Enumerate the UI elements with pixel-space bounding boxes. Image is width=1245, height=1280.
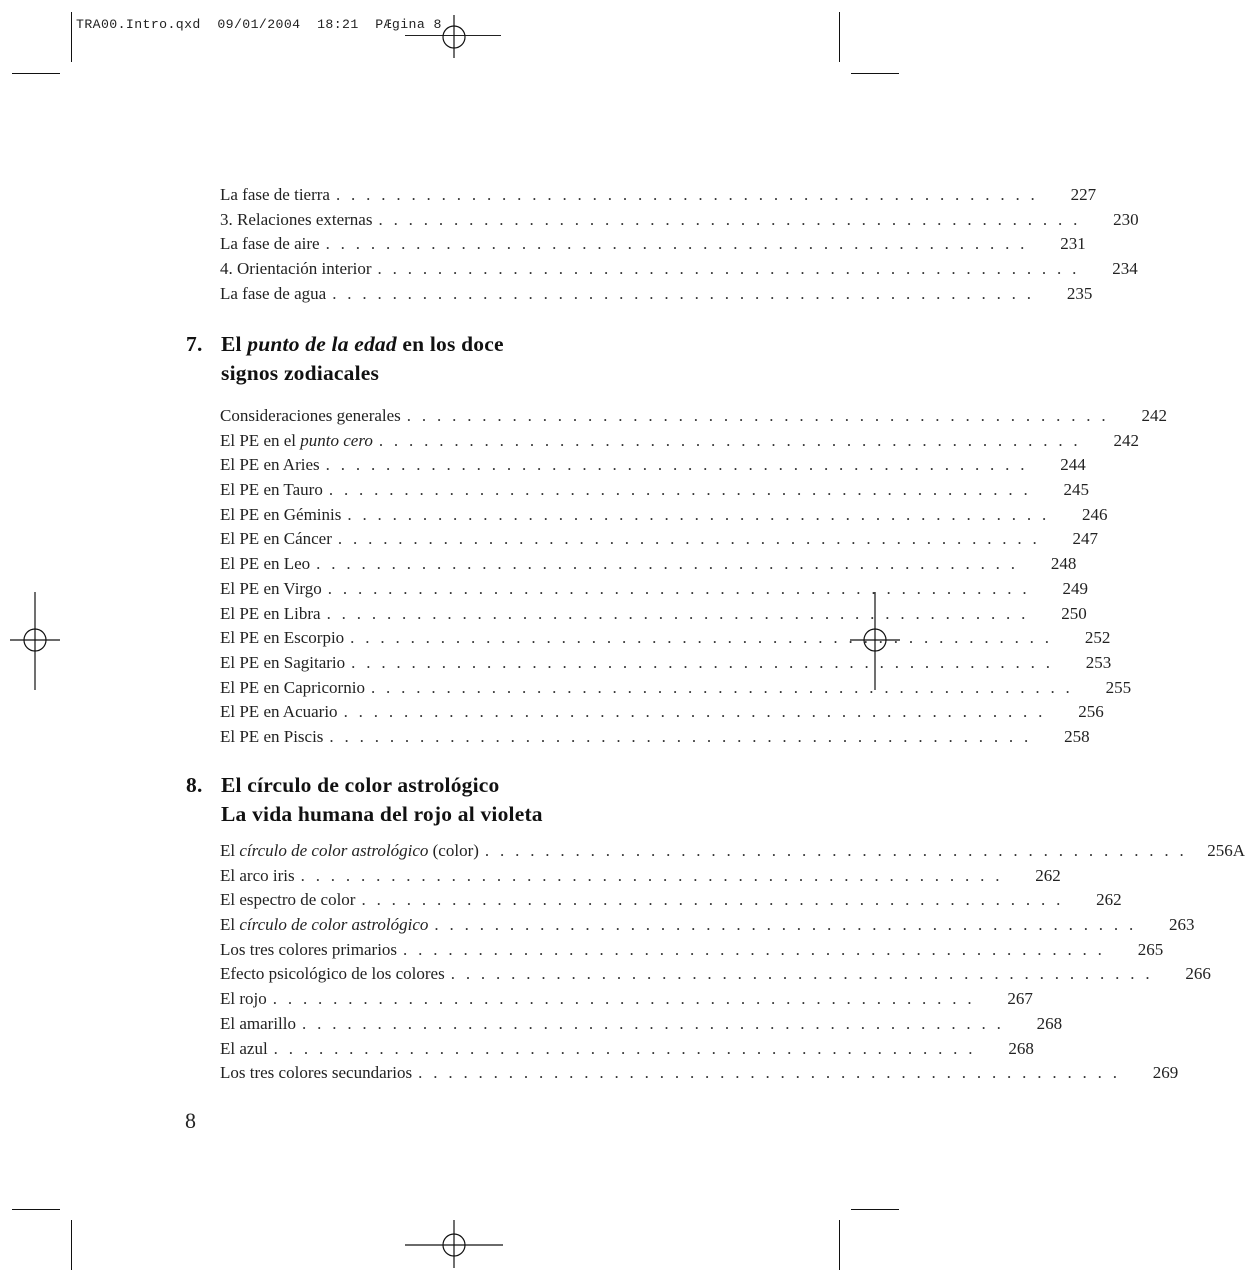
chapter-8-heading: [186, 771, 543, 829]
toc-entry: El PE en Virgo . . . . . . . . . . . . . . . . . . . . . . . . . . . . . . . . . . . . . . . . . . . . . . . 249: [220, 578, 1088, 598]
toc-entry: El PE en Géminis . . . . . . . . . . . . . . . . . . . . . . . . . . . . . . . . . . . . . . . . . . . . . . . 246: [220, 504, 1108, 524]
crop-mark: [839, 12, 840, 62]
toc-entry: Consideraciones generales . . . . . . . . . . . . . . . . . . . . . . . . . . . . . . . . . . . . . . . . . . . . . . . 242: [220, 406, 1167, 425]
print-slug: TRA00.Intro.qxd 09/01/2004 18:21 PÆgina 8: [76, 17, 442, 32]
toc-entry: El PE en Acuario . . . . . . . . . . . . . . . . . . . . . . . . . . . . . . . . . . . . . . . . . . . . . . . 256: [220, 702, 1104, 722]
chapter-7-heading: [186, 330, 504, 388]
toc-top-list: [220, 183, 1139, 306]
toc-entry: Los tres colores primarios . . . . . . . . . . . . . . . . . . . . . . . . . . . . . . . . . . . . . . . . . . . . . . . 265: [220, 939, 1164, 959]
toc-entry: El PE en Leo . . . . . . . . . . . . . . . . . . . . . . . . . . . . . . . . . . . . . . . . . . . . . . . 248: [220, 554, 1077, 574]
crop-mark: [839, 1220, 840, 1270]
chapter-title-line-2: signos zodiacales: [221, 361, 380, 385]
toc-entry: La fase de tierra . . . . . . . . . . . . . . . . . . . . . . . . . . . . . . . . . . . . . . . . . . . . . . . 227: [220, 185, 1097, 204]
chapter-number: 8.: [186, 773, 203, 797]
toc-entry: El PE en Cáncer . . . . . . . . . . . . . . . . . . . . . . . . . . . . . . . . . . . . . . . . . . . . . . . 247: [220, 529, 1099, 549]
chapter-title-line-2: La vida humana del rojo al violeta: [221, 802, 543, 826]
toc-entry: El círculo de color astrológico (color) . . . . . . . . . . . . . . . . . . . . . . . . . . . . . . . . . . . . . . . . . . . . . . . 256A: [220, 841, 1245, 860]
crop-mark: [71, 12, 72, 62]
toc-entry: La fase de aire . . . . . . . . . . . . . . . . . . . . . . . . . . . . . . . . . . . . . . . . . . . . . . . 231: [220, 234, 1086, 254]
toc-chapter-8-list: [220, 839, 1245, 1086]
crop-mark: [12, 73, 60, 74]
chapter-title-line-1: El punto de la edad en los doce: [221, 332, 504, 356]
toc-entry: El PE en Aries . . . . . . . . . . . . . . . . . . . . . . . . . . . . . . . . . . . . . . . . . . . . . . . 244: [220, 455, 1086, 475]
toc-entry: 4. Orientación interior . . . . . . . . . . . . . . . . . . . . . . . . . . . . . . . . . . . . . . . . . . . . . . . 234: [220, 259, 1138, 279]
toc-entry: Efecto psicológico de los colores . . . . . . . . . . . . . . . . . . . . . . . . . . . . . . . . . . . . . . . . . . . . . . . 266: [220, 964, 1211, 984]
toc-entry: El PE en Escorpio . . . . . . . . . . . . . . . . . . . . . . . . . . . . . . . . . . . . . . . . . . . . . . . 252: [220, 628, 1111, 648]
toc-entry: 3. Relaciones externas . . . . . . . . . . . . . . . . . . . . . . . . . . . . . . . . . . . . . . . . . . . . . . . 230: [220, 209, 1139, 229]
registration-mark-icon: [10, 592, 60, 692]
toc-entry: El PE en Libra . . . . . . . . . . . . . . . . . . . . . . . . . . . . . . . . . . . . . . . . . . . . . . . 250: [220, 603, 1087, 623]
chapter-title-line-1: El círculo de color astrológico: [221, 773, 500, 797]
toc-entry: El amarillo . . . . . . . . . . . . . . . . . . . . . . . . . . . . . . . . . . . . . . . . . . . . . . . 268: [220, 1013, 1063, 1033]
registration-mark-icon: [405, 12, 505, 58]
toc-entry: El rojo . . . . . . . . . . . . . . . . . . . . . . . . . . . . . . . . . . . . . . . . . . . . . . . 267: [220, 989, 1033, 1009]
toc-entry: El PE en el punto cero . . . . . . . . . . . . . . . . . . . . . . . . . . . . . . . . . . . . . . . . . . . . . . . 242: [220, 430, 1139, 450]
toc-entry: Los tres colores secundarios . . . . . . . . . . . . . . . . . . . . . . . . . . . . . . . . . . . . . . . . . . . . . . . 269: [220, 1063, 1179, 1083]
crop-mark: [851, 73, 899, 74]
toc-entry: El azul . . . . . . . . . . . . . . . . . . . . . . . . . . . . . . . . . . . . . . . . . . . . . . . 268: [220, 1038, 1034, 1058]
toc-entry: El espectro de color . . . . . . . . . . . . . . . . . . . . . . . . . . . . . . . . . . . . . . . . . . . . . . . 262: [220, 890, 1122, 910]
crop-mark: [12, 1209, 60, 1210]
toc-entry: El PE en Capricornio . . . . . . . . . . . . . . . . . . . . . . . . . . . . . . . . . . . . . . . . . . . . . . . 255: [220, 677, 1132, 697]
toc-entry: El PE en Piscis . . . . . . . . . . . . . . . . . . . . . . . . . . . . . . . . . . . . . . . . . . . . . . . 258: [220, 726, 1090, 746]
registration-mark-icon: [405, 1220, 505, 1270]
crop-mark: [71, 1220, 72, 1270]
toc-entry: El círculo de color astrológico . . . . . . . . . . . . . . . . . . . . . . . . . . . . . . . . . . . . . . . . . . . . . . . 263: [220, 915, 1195, 935]
toc-entry: El PE en Sagitario . . . . . . . . . . . . . . . . . . . . . . . . . . . . . . . . . . . . . . . . . . . . . . . 253: [220, 652, 1112, 672]
chapter-number: 7.: [186, 332, 203, 356]
toc-chapter-7-list: [220, 404, 1167, 750]
crop-mark: [851, 1209, 899, 1210]
toc-entry: La fase de agua . . . . . . . . . . . . . . . . . . . . . . . . . . . . . . . . . . . . . . . . . . . . . . . 235: [220, 283, 1093, 303]
toc-entry: El arco iris . . . . . . . . . . . . . . . . . . . . . . . . . . . . . . . . . . . . . . . . . . . . . . . 262: [220, 865, 1061, 885]
page-number: 8: [185, 1108, 196, 1133]
toc-entry: El PE en Tauro . . . . . . . . . . . . . . . . . . . . . . . . . . . . . . . . . . . . . . . . . . . . . . . 245: [220, 480, 1089, 500]
